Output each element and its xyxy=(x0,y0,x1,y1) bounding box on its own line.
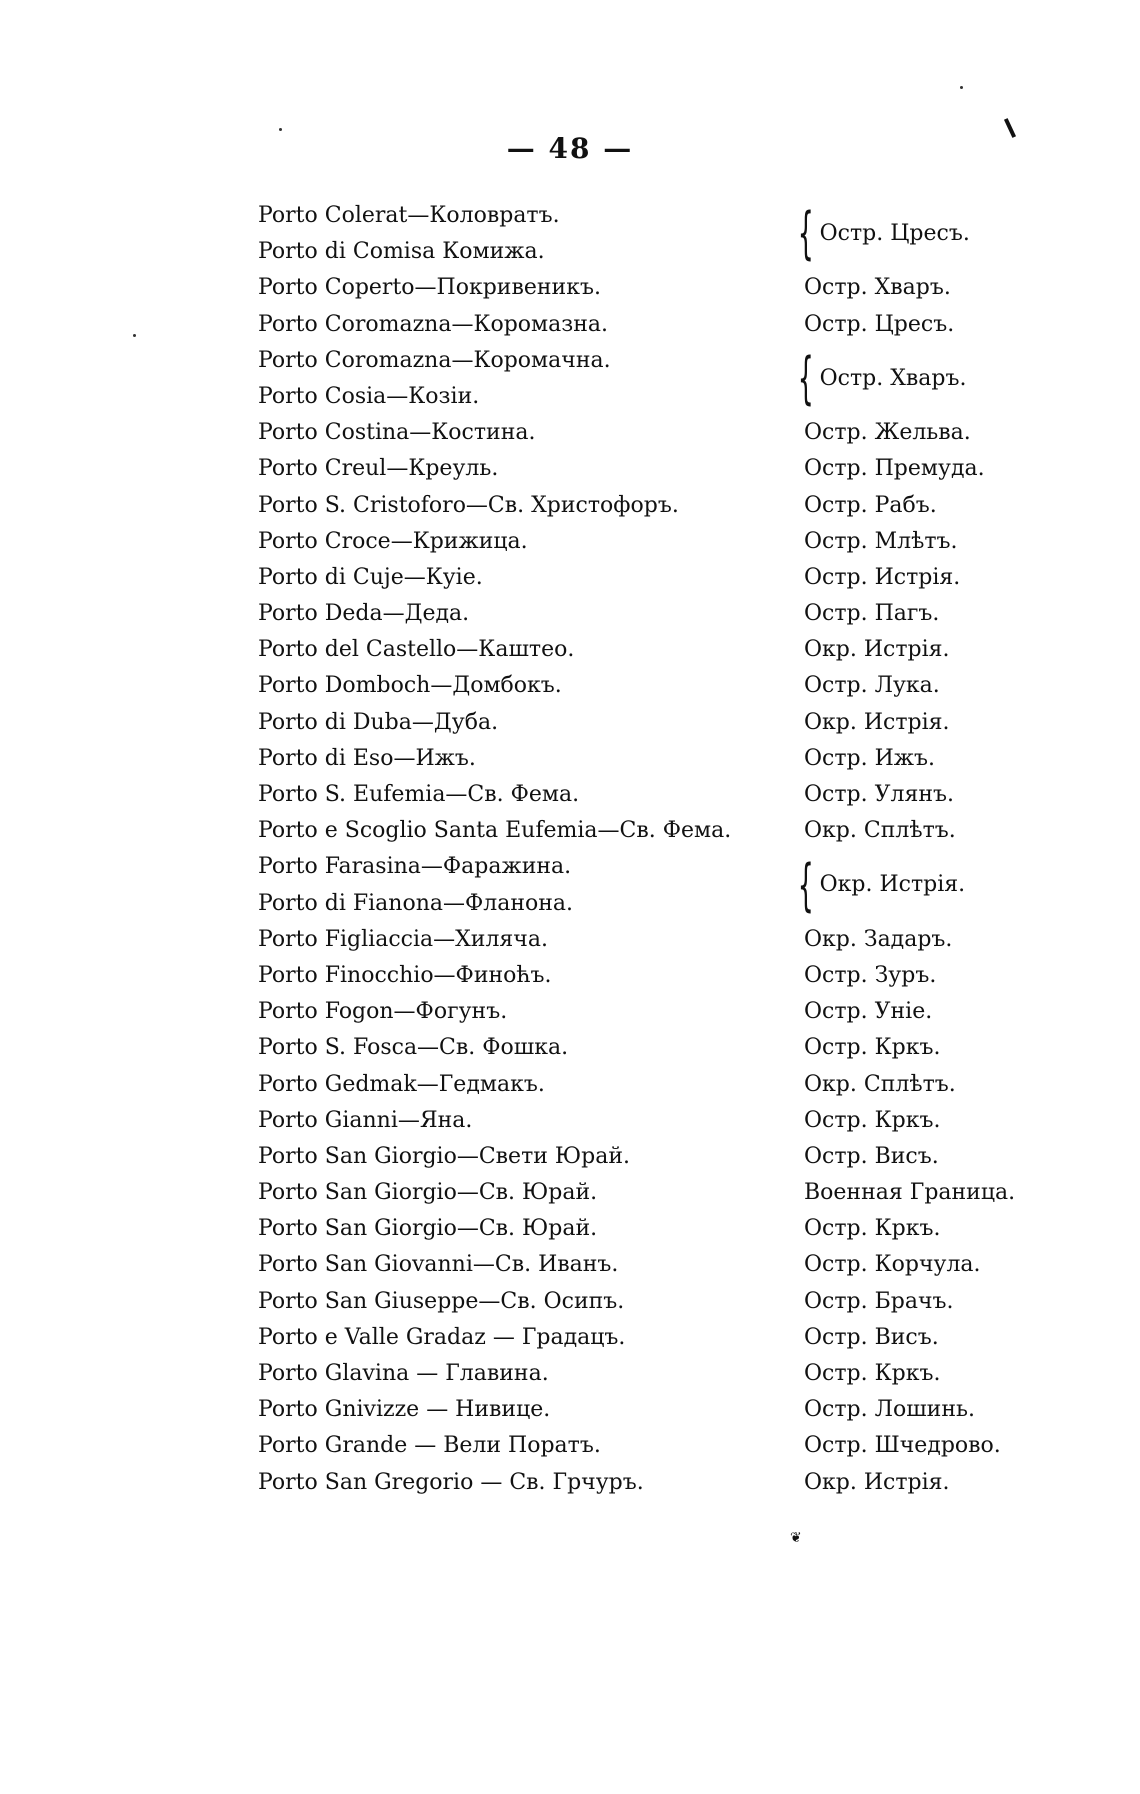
entry-row xyxy=(258,524,1058,560)
entry-name: Porto di Eso—Ижъ. xyxy=(258,745,476,771)
entry-name: Porto Finocchio—Финоћъ. xyxy=(258,962,552,988)
entry-row xyxy=(258,886,1058,922)
entry-row xyxy=(258,1465,1058,1501)
entry-place: Окр. Истрія. xyxy=(804,709,950,735)
entry-row xyxy=(258,994,1058,1030)
entry-name: Porto Domboch—Домбокъ. xyxy=(258,673,562,699)
entry-place: Остр. Цресъ. xyxy=(804,311,955,337)
entry-row xyxy=(258,1211,1058,1247)
entry-row xyxy=(258,307,1058,343)
entry-place: Остр. Премуда. xyxy=(804,456,985,482)
gazetteer-list xyxy=(258,198,1058,1501)
entry-row xyxy=(258,1175,1058,1211)
entry-name: Porto San Giorgio—Свети Юрай. xyxy=(258,1143,631,1169)
entry-place: Остр. Улянъ. xyxy=(804,782,955,807)
entry-row xyxy=(258,1284,1058,1320)
grouped-place-label: Остр. Хваръ. xyxy=(819,365,967,391)
entry-place: Остр. Уніе. xyxy=(804,999,933,1025)
entry-row xyxy=(258,1067,1058,1103)
entry-place: Остр. Лука. xyxy=(804,673,940,699)
curly-brace-icon: { xyxy=(797,345,814,411)
curly-brace-icon: { xyxy=(797,201,814,267)
entry-row xyxy=(258,922,1058,958)
entry-row xyxy=(258,777,1058,813)
entry-row xyxy=(258,813,1058,849)
entry-name: Porto Cosia—Козіи. xyxy=(258,383,480,409)
entry-place: Остр. Кркъ. xyxy=(804,1107,941,1133)
entry-place: Военная Граница. xyxy=(804,1180,1016,1206)
entry-place: Остр. Кркъ. xyxy=(804,1361,941,1386)
page-number: — 48 — xyxy=(506,132,634,165)
entry-row xyxy=(258,1030,1058,1066)
entry-place: Окр. Истрія. xyxy=(804,637,950,663)
entry-row xyxy=(258,958,1058,994)
entry-place: Остр. Хваръ. xyxy=(804,275,951,301)
entry-row xyxy=(258,1428,1058,1464)
entry-row xyxy=(258,705,1058,741)
entry-name: Porto S. Fosca—Св. Фошка. xyxy=(258,1035,569,1061)
entry-place: Остр. Пагъ. xyxy=(804,601,940,627)
entry-place: Остр. Висъ. xyxy=(804,1143,939,1169)
ink-speck xyxy=(960,86,963,89)
entry-name: Porto Farasina—Фаражина. xyxy=(258,854,572,880)
entry-row xyxy=(258,741,1058,777)
entry-place: Остр. Ижъ. xyxy=(804,745,936,771)
entry-row xyxy=(258,234,1058,270)
entry-place: Остр. Жельва. xyxy=(804,420,971,446)
entry-row xyxy=(258,1356,1058,1392)
entry-name: Porto Fogon—Фогунъ. xyxy=(258,999,508,1025)
entry-row xyxy=(258,270,1058,306)
entry-name: Porto Grande — Вели Поратъ. xyxy=(258,1433,601,1459)
entry-name: Porto San Giovanni—Св. Иванъ. xyxy=(258,1252,619,1278)
entry-name: Porto e Scoglio Santa Eufemia—Св. Фема. xyxy=(258,818,732,844)
entry-name: Porto San Giorgio—Св. Юрай. xyxy=(258,1216,598,1242)
entry-name: Porto San Giuseppe—Св. Осипъ. xyxy=(258,1288,625,1314)
entry-row xyxy=(258,379,1058,415)
entry-place: Остр. Кркъ. xyxy=(804,1035,941,1061)
entry-name: Porto S. Eufemia—Св. Фема. xyxy=(258,782,580,807)
entry-name: Porto Gnivizze — Нивице. xyxy=(258,1397,551,1423)
entry-place: Остр. Брачъ. xyxy=(804,1288,954,1314)
entry-name: Porto Gedmak—Гедмакъ. xyxy=(258,1071,545,1097)
ink-speck xyxy=(279,128,282,131)
entry-name: Porto Creul—Креуль. xyxy=(258,456,499,482)
entry-name: Porto San Giorgio—Св. Юрай. xyxy=(258,1180,598,1206)
entry-row xyxy=(258,1247,1058,1283)
entry-name: Porto e Valle Gradaz — Градацъ. xyxy=(258,1324,626,1350)
entry-name: Porto Glavina — Главина. xyxy=(258,1361,549,1386)
entry-name: Porto Gianni—Яна. xyxy=(258,1107,473,1133)
entry-row xyxy=(258,596,1058,632)
entry-row xyxy=(258,1139,1058,1175)
entry-place: Окр. Сплѣтъ. xyxy=(804,1071,956,1097)
entry-row xyxy=(258,1320,1058,1356)
entry-place: Окр. Истрія. xyxy=(804,1469,950,1495)
entry-name: Porto Coromazna—Коромазна. xyxy=(258,311,609,337)
entry-place: Остр. Лошинь. xyxy=(804,1397,975,1423)
entry-name: Porto S. Cristoforo—Св. Христофоръ. xyxy=(258,492,679,518)
grouped-place-label: Остр. Цресъ. xyxy=(819,221,970,247)
entry-row xyxy=(258,451,1058,487)
entry-place: Остр. Истрія. xyxy=(804,564,961,590)
entry-place: Окр. Задаръ. xyxy=(804,926,953,952)
entry-row xyxy=(258,668,1058,704)
entry-name: Porto Figliaccia—Хиляча. xyxy=(258,926,548,952)
entry-name: Porto di Cuje—Куіе. xyxy=(258,564,483,590)
entry-name: Porto del Castello—Каштео. xyxy=(258,637,575,663)
entry-name: Porto San Gregorio — Св. Грчуръ. xyxy=(258,1469,644,1495)
entry-name: Porto di Comisa Комижа. xyxy=(258,239,545,265)
entry-place: Окр. Сплѣтъ. xyxy=(804,818,956,844)
entry-place: Остр. Шчедрово. xyxy=(804,1433,1001,1459)
entry-name: Porto Deda—Деда. xyxy=(258,601,470,627)
entry-place: Остр. Зуръ. xyxy=(804,962,937,988)
entry-row xyxy=(258,488,1058,524)
entry-row xyxy=(258,1103,1058,1139)
entry-place: Остр. Висъ. xyxy=(804,1324,939,1350)
entry-name: Porto Coromazna—Коромачна. xyxy=(258,347,611,373)
entry-name: Porto di Fianona—Фланона. xyxy=(258,890,574,916)
entry-name: Porto Costina—Костина. xyxy=(258,420,536,446)
grouped-place-label: Окр. Истрія. xyxy=(819,872,966,898)
entry-row xyxy=(258,415,1058,451)
entry-row xyxy=(258,560,1058,596)
entry-name: Porto di Duba—Дуба. xyxy=(258,709,499,735)
entry-name: Porto Croce—Крижица. xyxy=(258,528,528,554)
entry-row xyxy=(258,632,1058,668)
entry-place: Остр. Корчула. xyxy=(804,1252,981,1278)
entry-name: Porto Coperto—Покривеникъ. xyxy=(258,275,601,301)
curly-brace-icon: { xyxy=(797,852,814,918)
footer-ornament: ❦ xyxy=(790,1530,802,1546)
entry-place: Остр. Рабъ. xyxy=(804,492,937,518)
entry-row xyxy=(258,1392,1058,1428)
ink-speck xyxy=(133,334,136,337)
entry-place: Остр. Кркъ. xyxy=(804,1216,941,1242)
entry-name: Porto Colerat—Коловратъ. xyxy=(258,203,560,228)
entry-place: Остр. Млѣтъ. xyxy=(804,528,958,554)
